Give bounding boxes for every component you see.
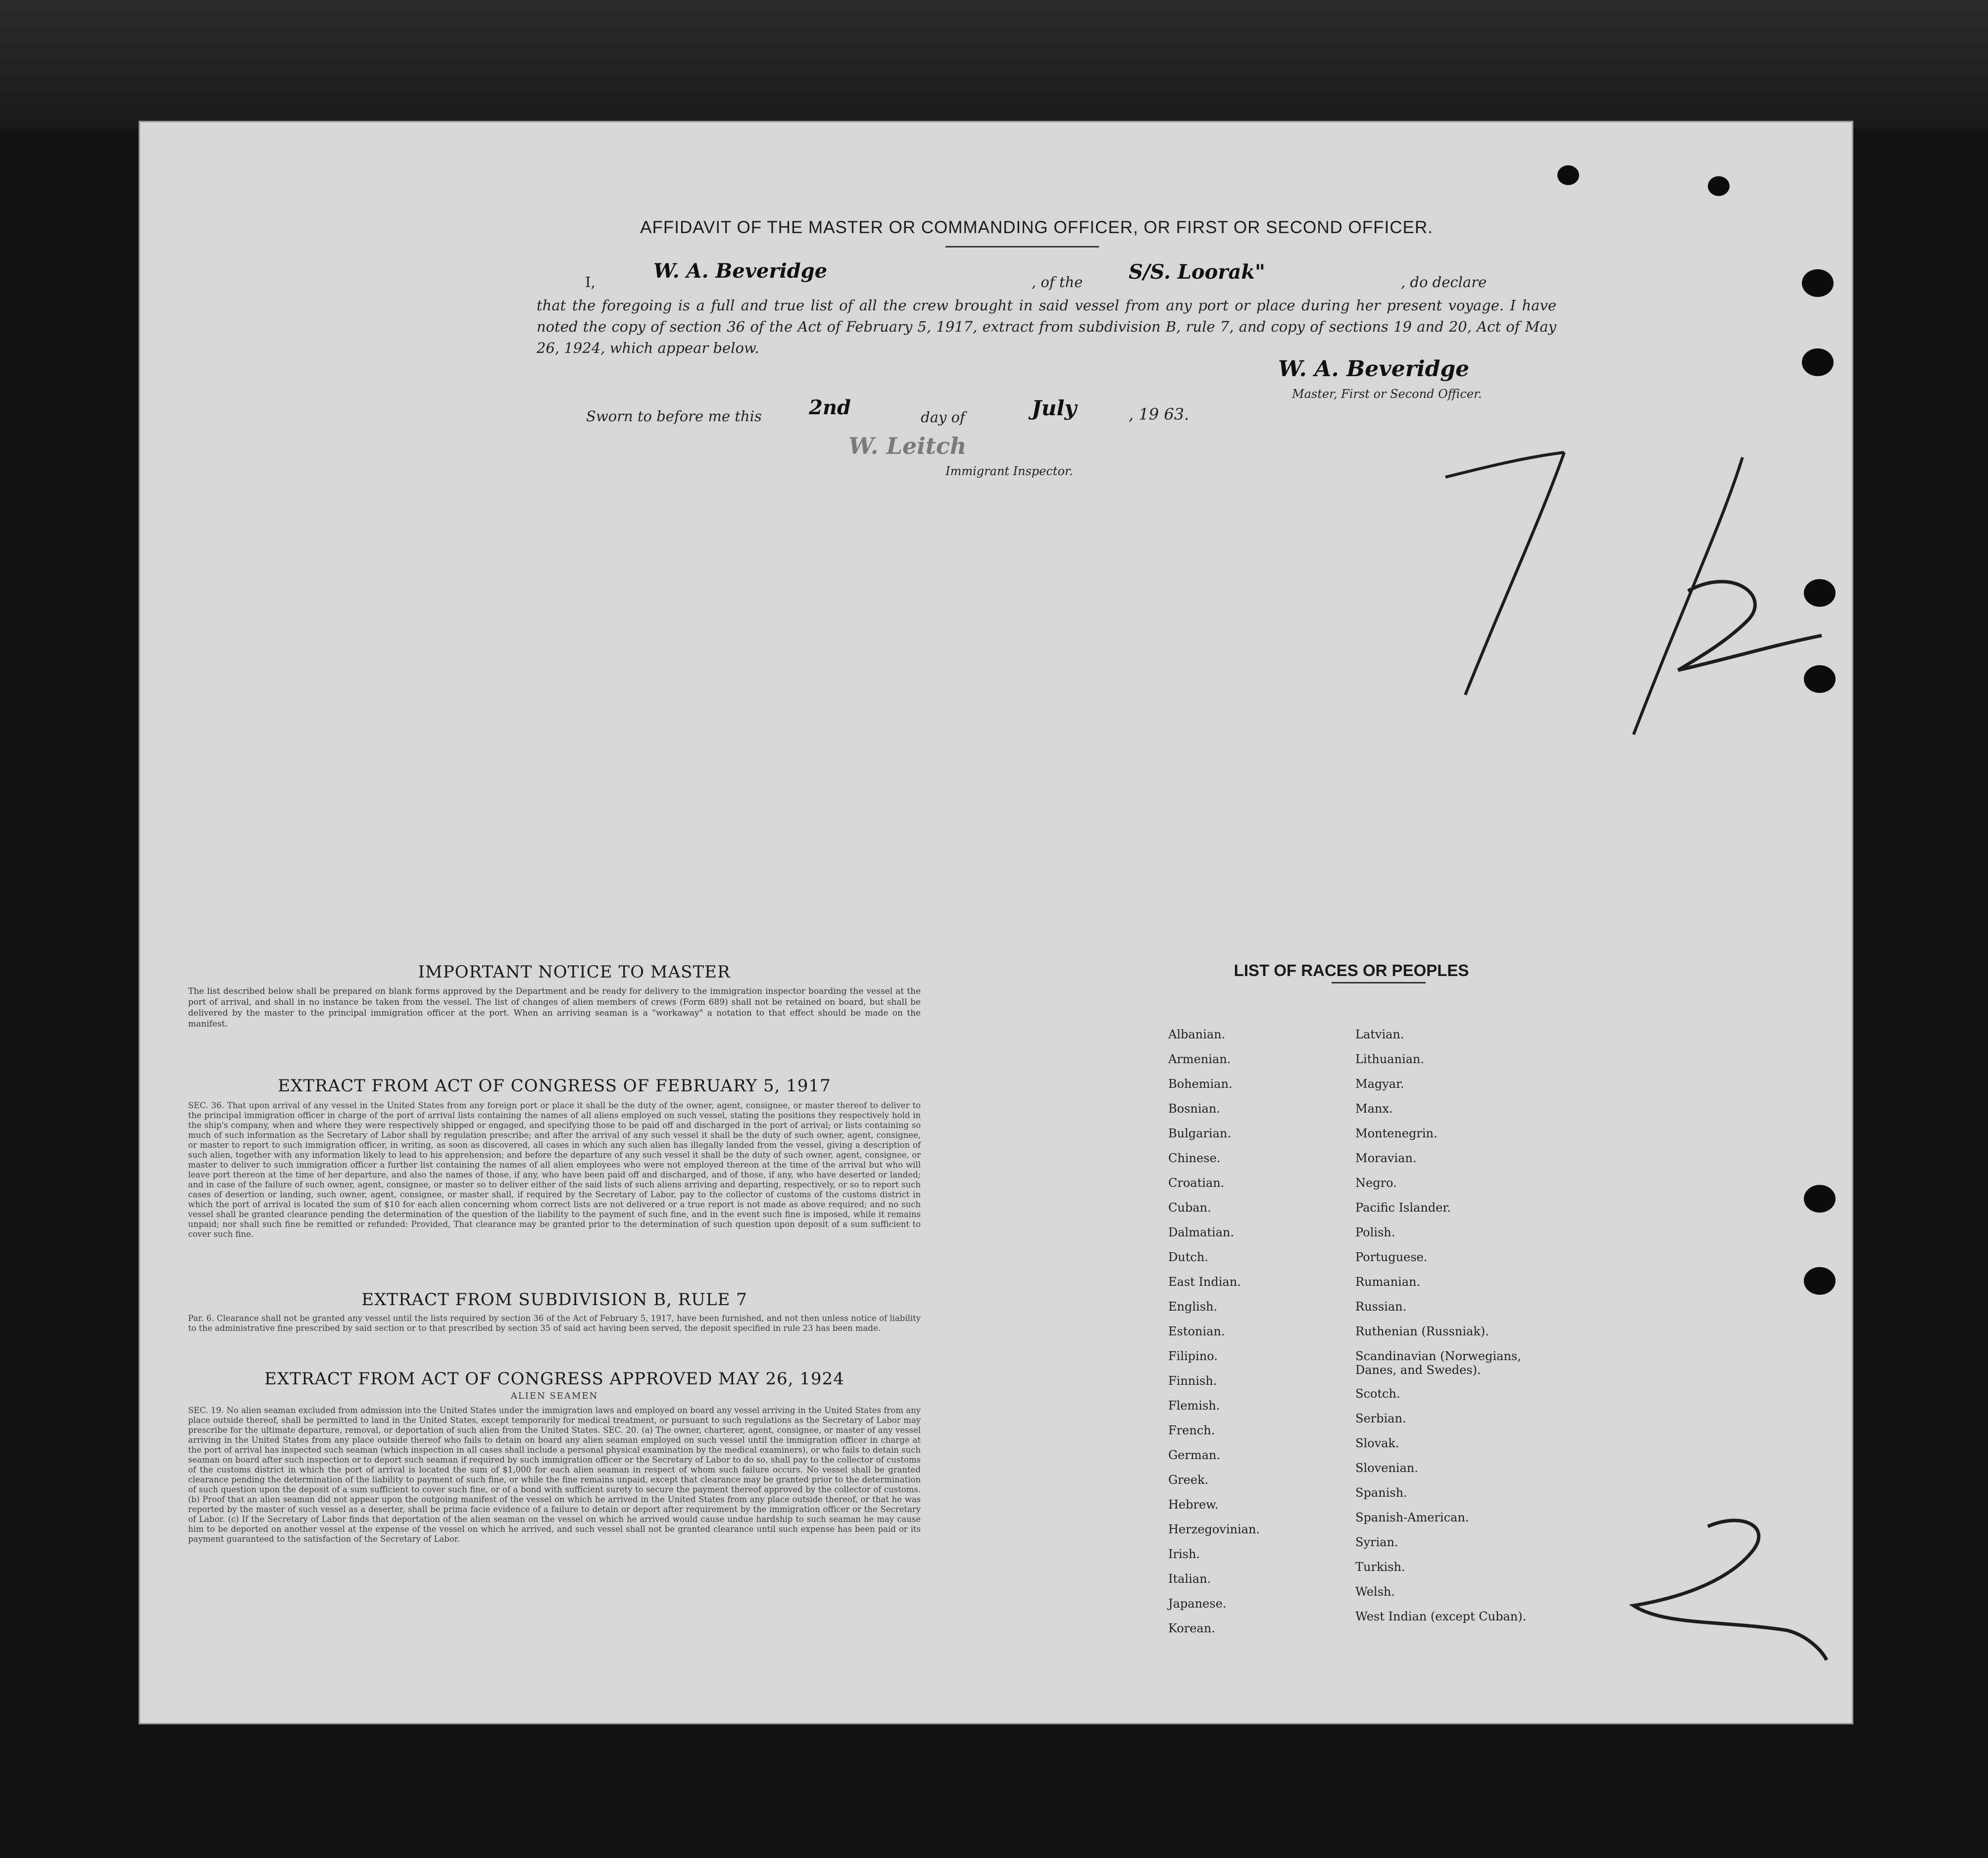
race-item: Scandinavian (Norwegians, Danes, and Swedes).: [1355, 1349, 1521, 1377]
affidavit-body: that the foregoing is a full and true list of all the crew brought in said vessel from any port or place during her present voyage. I have noted the copy of section 36 of the Act of February 5, 1917, extract from subdivision B, rule 7, and copy of sections 19 and 20, Act of May 26, 1924, which appear below.: [537, 297, 1556, 356]
race-item: Polish.: [1355, 1225, 1395, 1239]
extract-1924-subtitle: ALIEN SEAMEN: [510, 1391, 598, 1401]
race-item: English.: [1168, 1300, 1218, 1314]
race-item: Italian.: [1168, 1572, 1211, 1586]
races-right-column: [1355, 1027, 1526, 1634]
races-title-divider: [1332, 982, 1426, 983]
race-item: Cuban.: [1168, 1201, 1211, 1215]
race-item: Latvian.: [1355, 1027, 1404, 1041]
punch-hole: [1802, 269, 1834, 297]
race-item: Rumanian.: [1355, 1275, 1421, 1289]
race-item: Croatian.: [1168, 1176, 1225, 1190]
affidavit-i-label: I,: [585, 274, 596, 291]
sworn-year: , 19 63.: [1129, 405, 1190, 424]
sworn-label: Sworn to before me this: [586, 408, 762, 425]
race-item: Flemish.: [1168, 1399, 1220, 1413]
race-item: Slovak.: [1355, 1436, 1399, 1450]
extract-1924-text: SEC. 19. No alien seaman excluded from admission into the United States under the immigration laws and employed on board any vessel arriving in the United States from any place outside thereof, shall be permitted to land in the United States, except temporarily for medical treatment, or pursuant to such regulations as the Secretary of Labor may prescribe for the ultimate departure, removal, or deportation of such alien from the United States. SEC. 20. (a) The owner, charterer, agent, consignee, or master of any vessel arriving in the United States from any place outside thereof who fails to detain on board any alien seaman employed on such vessel until the immigration officer in charge at the port of arrival has inspected such seaman (which inspection in all cases shall include a personal physical examination by the medical examiners), or who fails to detain such seaman on board after such inspection or to deport such seaman if required by such immigration officer or the Secretary of Labor to do so, shall pay to the collector of customs of the customs district in which the port of arrival is located the sum of $1,000 for each alien seaman in respect of whom such failure occurs. No vessel shall be granted clearance pending the determination of the liability to payment of such fine, or while the fine remains unpaid, except that clearance may be granted prior to the determination of such question upon the deposit of a sum sufficient to cover such fine, or of a bond with sufficient surety to secure the payment thereof approved by the collector of customs. (b) Proof that an alien seaman did not appear upon the outgoing manifest of the vessel on which he arrived in the United States from any place outside thereof, or that he was reported by the master of such vessel as a deserter, shall be prima facie evidence of a failure to detain or deport after requirement by the immigration officer or the Secretary of Labor. (c) If the Secretary of Labor finds that deportation of the alien seaman on the vessel on which he arrived would cause undue hardship to such seaman he may cause him to be deported on another vessel at the expense of the vessel on which he arrived, and such vessel shall not be granted clearance until such expense has been paid or its payment guaranteed to the satisfaction of the Secretary of Labor.: [188, 1406, 921, 1544]
race-item: Hebrew.: [1168, 1498, 1219, 1512]
race-item: Japanese.: [1168, 1597, 1227, 1611]
race-item: Pacific Islander.: [1355, 1201, 1451, 1215]
of-the-label: , of the: [1032, 274, 1083, 291]
race-item: Dalmatian.: [1168, 1225, 1235, 1239]
extract-1917-text: SEC. 36. That upon arrival of any vessel in the United States from any foreign port or place it shall be the duty of the owner, agent, consignee, or master thereof to deliver to the principal immigration officer in charge of the port of arrival lists containing the names of all aliens employed on such vessel, stating the positions they respectively hold in the ship's company, when and where they were respectively shipped or engaged, and specifying those to be paid off and discharged in the port of arrival; or lists containing so much of such information as the Secretary of Labor shall by regulation prescribe; and after the arrival of any such vessel it shall be the duty of such owner, agent, consignee, or master to report to such immigration officer, in writing, as soon as discovered, all cases in which any such alien has illegally landed from the vessel, giving a description of such alien, together with any information likely to lead to his apprehension; and before the departure of any such vessel it shall be the duty of such owner, agent, consignee, or master to deliver to such immigration officer a further list containing the names of all alien employees who were not employed thereon at the time of the arrival but who will leave port thereon at the time of her departure, and also the names of those, if any, who have been paid off and discharged, and of those, if any, who have deserted or landed; and in case of the failure of such owner, agent, consignee, or master so to deliver either of the said lists of such aliens arriving and departing, respectively, or so to report such cases of desertion or landing, such owner, agent, consignee, or master shall, if required by the Secretary of Labor, pay to the collector of customs of the customs district in which the port of arrival is located the sum of $10 for each alien concerning whom correct lists are not delivered or a true report is not made as above required; and no such vessel shall be granted clearance pending the determination of the question of the liability to the payment of such fine, and in the event such fine is imposed, while it remains unpaid; nor shall such fine be remitted or refunded: Provided, That clearance may be granted prior to the determination of such question upon deposit of a sum sufficient to cover such fine.: [188, 1101, 921, 1239]
handwritten-fraction-mark: [1426, 447, 1861, 754]
master-name-handwritten: W. A. Beveridge: [653, 259, 828, 283]
races-title: LIST OF RACES OR PEOPLES: [1234, 961, 1469, 979]
race-item: German.: [1168, 1448, 1220, 1462]
punch-hole: [1708, 176, 1730, 196]
inspector-caption: Immigrant Inspector.: [945, 464, 1073, 478]
race-item: Magyar.: [1355, 1077, 1404, 1091]
race-item: Bosnian.: [1168, 1102, 1220, 1116]
master-signature-caption: Master, First or Second Officer.: [1292, 387, 1482, 401]
scanner-background: [0, 0, 1988, 129]
document-page: [139, 121, 1853, 1724]
race-item: Bulgarian.: [1168, 1126, 1231, 1140]
race-item: Greek.: [1168, 1473, 1209, 1487]
punch-hole: [1804, 1185, 1836, 1213]
day-of-label: day of: [921, 409, 965, 426]
punch-hole: [1802, 348, 1834, 376]
race-item: Montenegrin.: [1355, 1126, 1438, 1140]
race-item: Albanian.: [1168, 1027, 1226, 1041]
extract-1924-title: EXTRACT FROM ACT OF CONGRESS APPROVED MAY 26, 1924: [264, 1369, 845, 1389]
races-left-column: [1168, 1027, 1260, 1646]
race-item: Scotch.: [1355, 1387, 1400, 1401]
race-item: Estonian.: [1168, 1324, 1225, 1338]
race-item: Spanish.: [1355, 1486, 1407, 1500]
race-item: Negro.: [1355, 1176, 1397, 1190]
race-item: Moravian.: [1355, 1151, 1417, 1165]
race-item: West Indian (except Cuban).: [1355, 1610, 1527, 1623]
race-item: Irish.: [1168, 1547, 1200, 1561]
race-item: Lithuanian.: [1355, 1052, 1425, 1066]
affidavit-title: AFFIDAVIT OF THE MASTER OR COMMANDING OFFICER, OR FIRST OR SECOND OFFICER.: [640, 218, 1433, 237]
race-item: Slovenian.: [1355, 1461, 1418, 1475]
race-item: Herzegovinian.: [1168, 1522, 1260, 1536]
punch-hole: [1557, 165, 1579, 185]
race-item: Chinese.: [1168, 1151, 1221, 1165]
race-item: Dutch.: [1168, 1250, 1208, 1264]
race-item: Manx.: [1355, 1102, 1393, 1116]
race-item: Bohemian.: [1168, 1077, 1233, 1091]
extract-rule7-title: EXTRACT FROM SUBDIVISION B, RULE 7: [361, 1290, 747, 1310]
race-item: Ruthenian (Russniak).: [1355, 1324, 1489, 1338]
declare-label: , do declare: [1401, 274, 1487, 291]
race-item: Filipino.: [1168, 1349, 1218, 1363]
notice-title: IMPORTANT NOTICE TO MASTER: [418, 962, 731, 982]
extract-rule7-text: Par. 6. Clearance shall not be granted any vessel until the lists required by section 36 of the Act of February 5, 1917, have been furnished, and not then unless notice of liability to the administrative fine prescribed by said section or to that prescribed by section 35 of said act having been served, the deposit specified in rule 23 has been made.: [188, 1314, 921, 1333]
title-divider: [945, 246, 1099, 247]
race-item: Turkish.: [1355, 1560, 1405, 1574]
notice-text: The list described below shall be prepared on blank forms approved by the Department and be ready for delivery to the immigration inspector boarding the vessel at the port of arrival, and shall in no instance be taken from the vessel. The list of changes of alien members of crews (Form 689) shall not be retained on board, but shall be delivered by the master to the principal immigration officer at the port. When an arriving seaman is a "workaway" a notation to that effect should be made on the manifest.: [188, 986, 921, 1029]
race-item: Serbian.: [1355, 1412, 1406, 1425]
race-item: Portuguese.: [1355, 1250, 1428, 1264]
race-item: Spanish-American.: [1355, 1511, 1469, 1524]
race-item: Korean.: [1168, 1621, 1215, 1635]
sworn-month-handwritten: July: [1032, 396, 1077, 420]
race-item: Finnish.: [1168, 1374, 1217, 1388]
sworn-day-handwritten: 2nd: [809, 396, 851, 419]
handwritten-corner-mark: [1624, 1507, 1832, 1665]
race-item: French.: [1168, 1423, 1215, 1437]
extract-1917-title: EXTRACT FROM ACT OF CONGRESS OF FEBRUARY 5, 1917: [278, 1076, 831, 1096]
race-item: East Indian.: [1168, 1275, 1241, 1289]
vessel-name-handwritten: S/S. Loorak": [1129, 260, 1265, 284]
race-item: Welsh.: [1355, 1585, 1395, 1599]
master-signature: W. A. Beveridge: [1278, 356, 1470, 382]
race-item: Russian.: [1355, 1300, 1407, 1314]
race-item: Syrian.: [1355, 1535, 1398, 1549]
race-item: Armenian.: [1168, 1052, 1231, 1066]
inspector-signature: W. Leitch: [848, 433, 967, 459]
punch-hole: [1804, 1267, 1836, 1295]
